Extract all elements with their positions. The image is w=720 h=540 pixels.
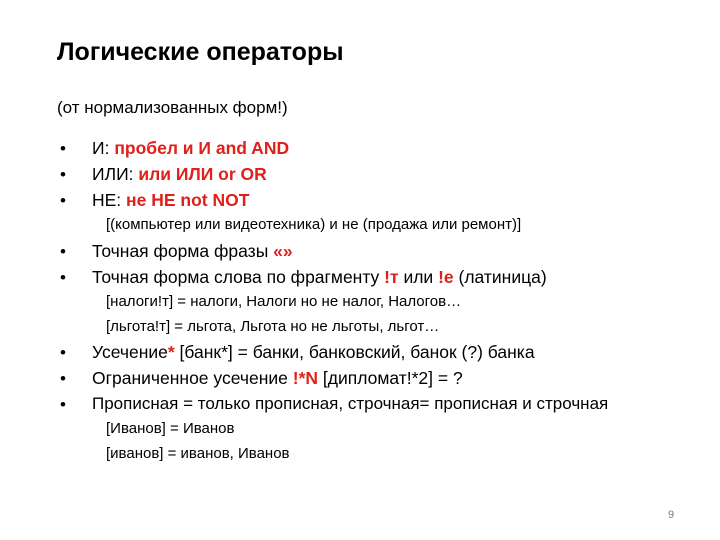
or-operators: или ИЛИ or OR bbox=[138, 164, 267, 184]
bullet-dot: • bbox=[60, 369, 66, 388]
word-example: [льгота!т] = льгота, Льгота но не льготы, льгот… bbox=[106, 318, 440, 335]
caps-example: [иванов] = иванов, Иванов bbox=[106, 445, 290, 462]
phrase-text: Точная форма фразы bbox=[92, 241, 274, 261]
not-example: [(компьютер или видеотехника) и не (продажа или ремонт)] bbox=[106, 216, 522, 233]
bullet-dot: • bbox=[60, 395, 66, 414]
bullet-not bbox=[92, 190, 249, 211]
bullet-limited-truncation bbox=[92, 368, 463, 389]
limited-trunc-tail: [дипломат!*2] = ? bbox=[318, 368, 463, 388]
page-number: 9 bbox=[668, 509, 675, 521]
and-prefix: И: bbox=[92, 138, 110, 158]
word-text: Точная форма слова по фрагменту bbox=[92, 267, 385, 287]
bullet-dot: • bbox=[60, 165, 66, 184]
bullet-dot: • bbox=[60, 139, 66, 158]
not-prefix: НЕ: bbox=[92, 190, 127, 210]
trunc-operator: * bbox=[167, 342, 175, 362]
bullet-dot: • bbox=[60, 343, 66, 362]
slide-subtitle: (от нормализованных форм!) bbox=[57, 98, 288, 117]
bullet-dot: • bbox=[60, 191, 66, 210]
word-operator-e: !е bbox=[438, 267, 454, 287]
bullet-and bbox=[92, 138, 289, 159]
bullet-dot: • bbox=[60, 242, 66, 261]
bullet-or bbox=[92, 164, 267, 185]
bullet-word bbox=[92, 267, 547, 288]
word-tail: (латиница) bbox=[453, 267, 547, 287]
caps-example: [Иванов] = Иванов bbox=[106, 420, 235, 437]
trunc-tail: [банк*] = банки, банковский, банок (?) банка bbox=[174, 342, 535, 362]
limited-trunc-operator: !*N bbox=[292, 368, 319, 388]
not-operators: не НЕ not NOT bbox=[126, 190, 250, 210]
word-operator-t: !т bbox=[384, 267, 399, 287]
slide-title: Логические операторы bbox=[57, 38, 344, 66]
limited-trunc-text: Ограниченное усечение bbox=[92, 368, 293, 388]
or-prefix: ИЛИ: bbox=[92, 164, 139, 184]
phrase-operator: «» bbox=[273, 241, 293, 261]
caps-text: Прописная = только прописная, строчная= прописная и строчная bbox=[92, 394, 609, 413]
trunc-text: Усечение bbox=[92, 342, 168, 362]
word-example: [налоги!т] = налоги, Налоги но не налог, Налогов… bbox=[106, 293, 462, 310]
bullet-phrase bbox=[92, 241, 293, 262]
word-mid: или bbox=[398, 267, 439, 287]
bullet-truncation bbox=[92, 342, 535, 363]
and-operators: пробел и И and AND bbox=[114, 138, 290, 158]
bullet-dot: • bbox=[60, 268, 66, 287]
bullet-capitals bbox=[92, 394, 608, 414]
